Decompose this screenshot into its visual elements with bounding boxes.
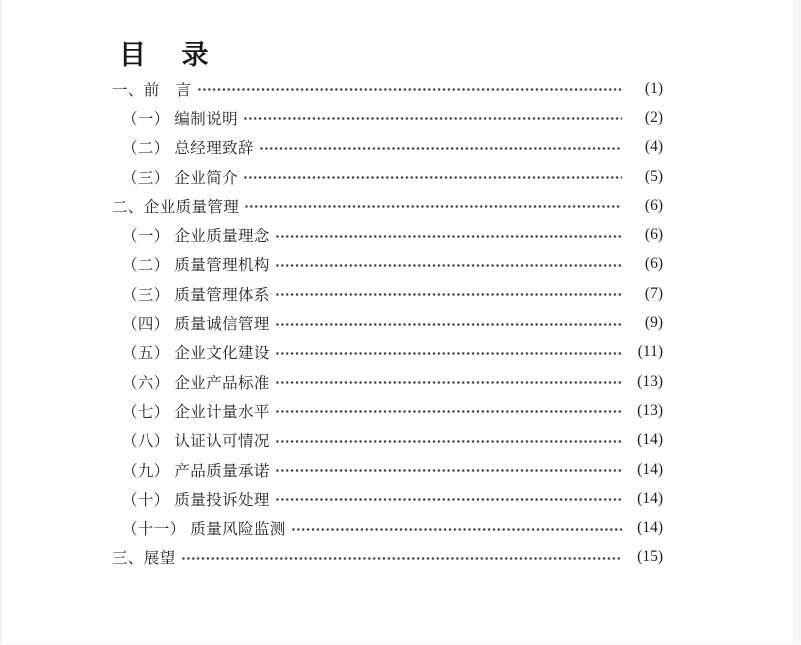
toc-entry-label: （一） 编制说明	[122, 110, 239, 128]
dot-leader	[275, 374, 622, 391]
toc-entry[interactable]	[112, 74, 663, 103]
dot-leader	[275, 491, 622, 508]
dot-leader	[243, 110, 622, 127]
toc-entry-label: （六） 企业产品标准	[122, 374, 270, 392]
toc-entry-label: （二） 质量管理机构	[122, 257, 270, 275]
dot-leader	[275, 286, 622, 303]
toc-entry-label: （一） 企业质量理念	[122, 228, 270, 246]
toc-title: 目 录	[119, 40, 210, 70]
dot-leader	[275, 257, 622, 274]
toc-entry-page: (7)	[644, 284, 663, 302]
dot-leader	[275, 433, 622, 450]
toc-entry-page: (1)	[644, 79, 663, 97]
toc-entry-page: (9)	[644, 314, 663, 332]
toc-entry-page: (2)	[644, 108, 663, 126]
toc-entry[interactable]	[112, 191, 663, 220]
toc-entry-page: (14)	[637, 519, 663, 537]
toc-entry[interactable]	[112, 455, 663, 484]
dot-leader	[197, 81, 622, 98]
toc-entry-page: (11)	[637, 343, 663, 361]
toc-entry-label: 一、前 言	[112, 81, 192, 99]
toc-entry-label: （八） 认证认可情况	[122, 433, 270, 451]
toc-entry-label: 二、企业质量管理	[112, 198, 240, 216]
dot-leader	[259, 140, 622, 157]
toc-entry[interactable]	[112, 426, 663, 455]
toc-entry-label: （五） 企业文化建设	[122, 345, 270, 363]
dot-leader	[181, 550, 622, 567]
dot-leader	[275, 462, 622, 479]
toc-entry[interactable]	[112, 484, 663, 513]
toc-entry[interactable]	[112, 250, 663, 279]
toc-entry-label: （十） 质量投诉处理	[122, 491, 270, 509]
toc-entry-page: (14)	[637, 431, 663, 449]
toc-entry-page: (14)	[637, 489, 663, 507]
toc-entry-page: (13)	[637, 372, 663, 390]
dot-leader	[275, 316, 622, 333]
toc-entry-label: 三、展望	[112, 550, 176, 568]
toc-entry-label: （四） 质量诚信管理	[122, 316, 270, 334]
toc-entry[interactable]	[112, 367, 663, 396]
toc-entry[interactable]	[112, 103, 663, 132]
toc-entry[interactable]	[112, 162, 663, 191]
toc-entry-label: （十一） 质量风险监测	[122, 521, 286, 539]
toc-entry[interactable]	[112, 220, 663, 249]
toc-entry-page: (6)	[644, 255, 663, 273]
viewport-right-gutter	[793, 0, 801, 645]
toc-entry-page: (6)	[644, 196, 663, 214]
dot-leader	[291, 521, 622, 538]
toc-entry[interactable]	[112, 396, 663, 425]
toc-entry[interactable]	[112, 308, 663, 337]
toc-entry-page: (5)	[644, 167, 663, 185]
toc-entry[interactable]	[112, 338, 663, 367]
toc-entry-label: （七） 企业计量水平	[122, 403, 270, 421]
toc-entry-label: （二） 总经理致辞	[122, 140, 254, 158]
toc-entry-page: (15)	[637, 548, 663, 566]
page-left-edge	[0, 0, 2, 645]
dot-leader	[275, 228, 622, 245]
toc-entry-page: (13)	[637, 401, 663, 419]
dot-leader	[243, 169, 622, 186]
dot-leader	[275, 403, 622, 420]
dot-leader	[244, 198, 622, 215]
toc-entry-page: (14)	[637, 460, 663, 478]
dot-leader	[275, 345, 622, 362]
toc-entry-label: （三） 企业简介	[122, 169, 239, 187]
toc-entry-page: (4)	[644, 138, 663, 156]
toc-entry-label: （九） 产品质量承诺	[122, 462, 270, 480]
toc-entry[interactable]	[112, 513, 663, 542]
toc-entry[interactable]	[112, 543, 663, 572]
toc-entry[interactable]	[112, 279, 663, 308]
toc-list	[112, 74, 663, 572]
toc-entry[interactable]	[112, 133, 663, 162]
toc-entry-label: （三） 质量管理体系	[122, 286, 270, 304]
toc-entry-page: (6)	[644, 226, 663, 244]
